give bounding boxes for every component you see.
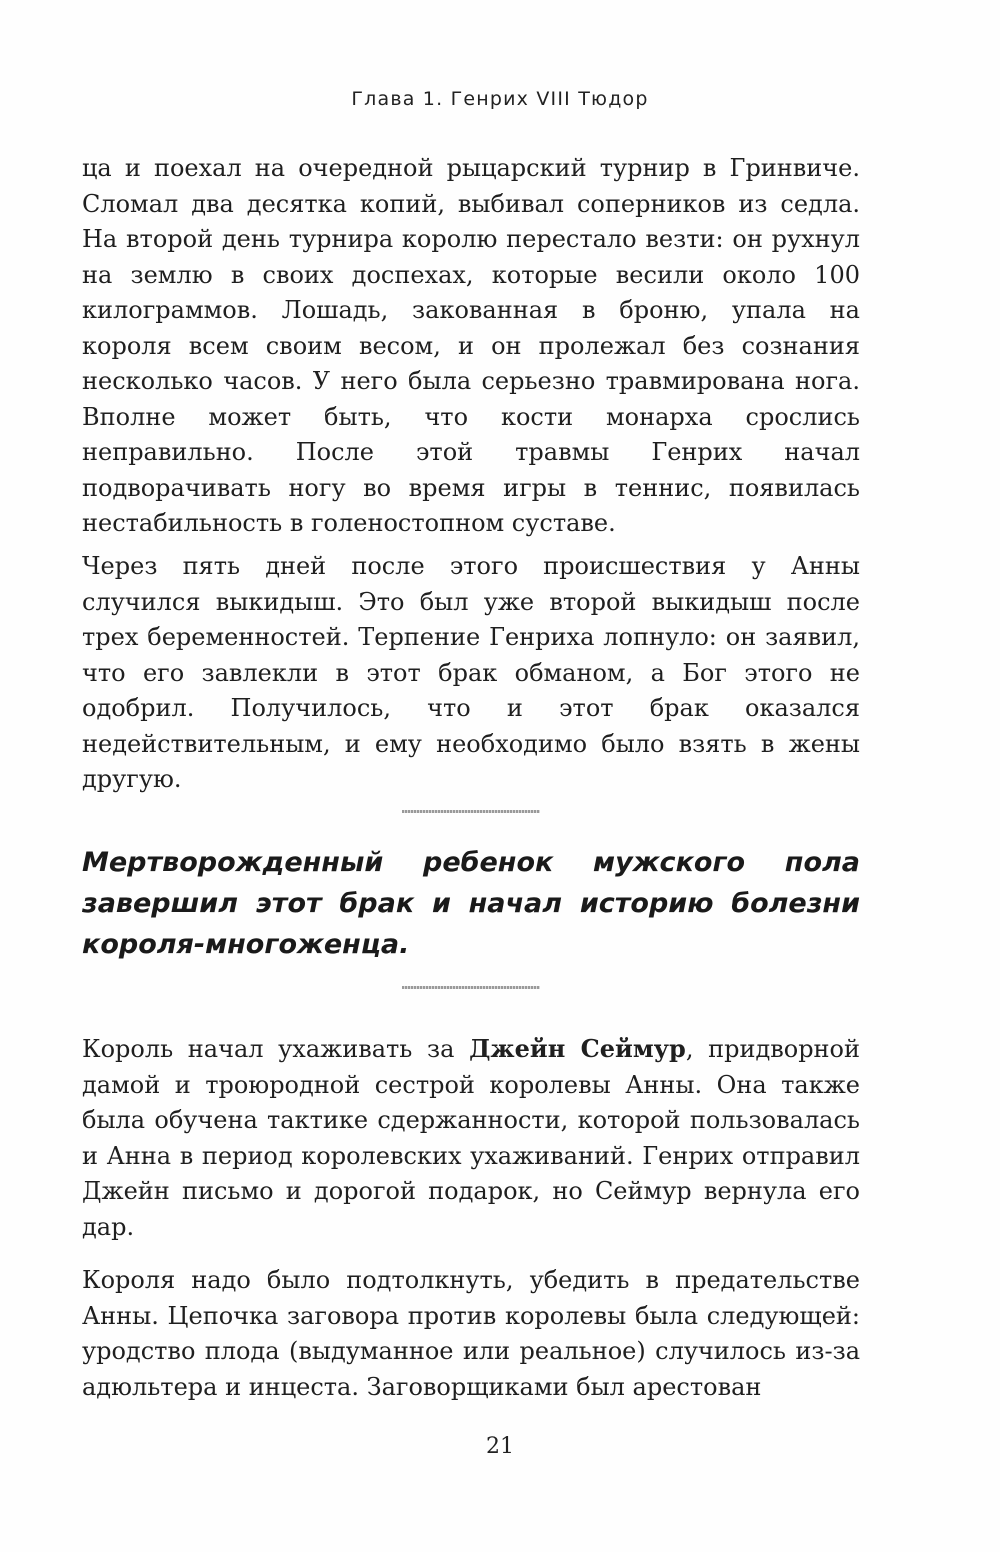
- decorative-divider: [402, 810, 540, 813]
- pull-quote: Мертворожденный ребенок мужского пола завершил этот брак и начал историю болезни короля-многоженца.: [82, 847, 860, 960]
- paragraph-text: , придворной дамой и троюродной сестрой королевы Анны. Она также была обучена тактике сдержанности, которой пользовалась и Анна в период королевских ухаживаний. Генрих отправил Джейн письмо и дорогой подарок, но Сеймур вернула его дар.: [82, 1035, 861, 1241]
- running-head: Глава 1. Генрих VIII Тюдор: [351, 88, 649, 110]
- body-paragraph: [82, 1031, 860, 1245]
- paragraph-text: Король начал ухаживать за: [82, 1035, 470, 1063]
- highlighted-name: Джейн Сеймур: [469, 1034, 686, 1063]
- page-number: 21: [486, 1434, 514, 1459]
- body-paragraph: Через пять дней после этого происшествия у Анны случился выкидыш. Это был уже второй выкидыш после трех беременностей. Терпение Генриха лопнуло: он заявил, что его завлекли в этот брак обманом, а Бог этого не одобрил. Получилось, что и этот брак оказался недействительным, и ему необходимо было взять в жены другую.: [82, 552, 860, 793]
- decorative-divider: [402, 986, 540, 989]
- body-paragraph: Короля надо было подтолкнуть, убедить в предательстве Анны. Цепочка заговора против королевы была следующей: уродство плода (выдуманное или реальное) случилось из-за адюльтера и инцеста. Заговорщиками был арестован: [82, 1266, 860, 1401]
- body-paragraph: ца и поехал на очередной рыцарский турнир в Гринвиче. Сломал два десятка копий, выбивал соперников из седла. На второй день турнира королю перестало везти: он рухнул на землю в своих доспехах, которые весили около 100 килограммов. Лошадь, закованная в броню, упала на короля всем своим весом, и он пролежал без сознания несколько часов. У него была серьезно травмирована нога. Вполне может быть, что кости монарха срослись неправильно. После этой травмы Генрих начал подворачивать ногу во время игры в теннис, появилась нестабильность в голеностопном суставе.: [82, 154, 860, 537]
